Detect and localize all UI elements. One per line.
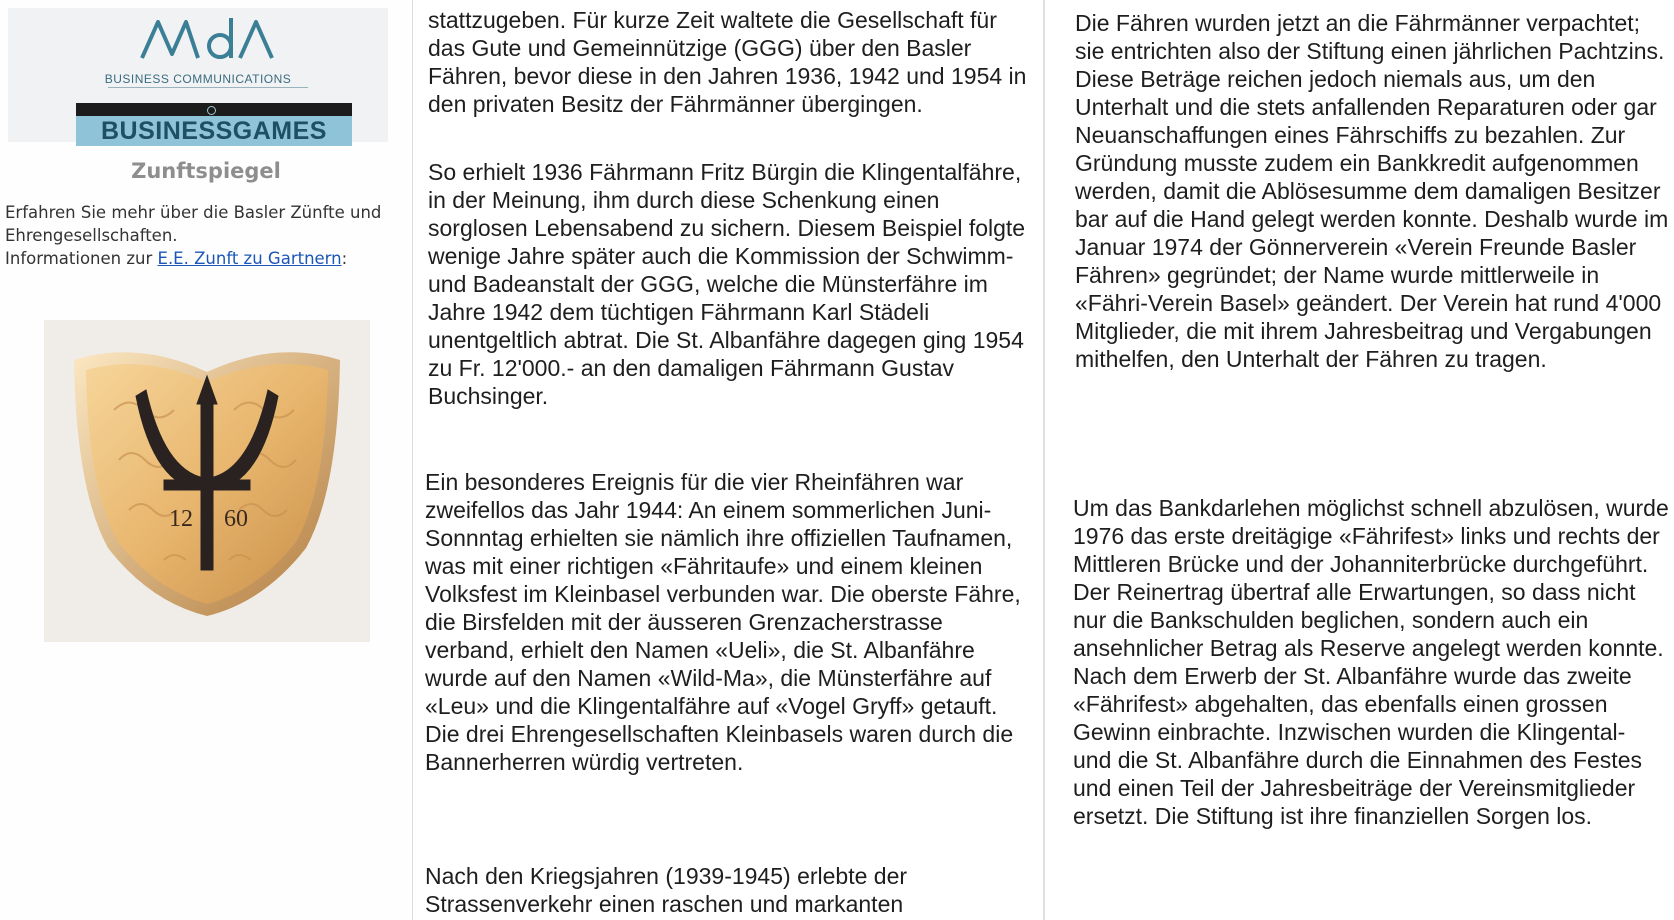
paragraph-mid-2: So erhielt 1936 Fährmann Fritz Bürgin die Klingentalfähre, in der Meinung, ihm durch diese Schenkung einen sorglosen Lebensabend zu sichern. Diesem Beispiel folgte wenige Jahre später auch die Kommission der Schwimm- und Badeanstalt der GGG, welche die Münsterfähre im Jahre 1942 dem tüchtigen Fährmann Karl Städeli unentgeltlich abtrat. Die St. Albanfähre dagegen ging 1954 zu Fr. 12'000.- an den damaligen Fährmann Gustav Buchsinger. [428, 159, 1026, 409]
mda-logo-mark [138, 14, 278, 64]
mda-logo[interactable] [8, 8, 388, 145]
guild-emblem [44, 320, 370, 642]
trident-shield-icon [44, 320, 370, 642]
guild-link[interactable]: E.E. Zunft zu Gartnern [157, 249, 342, 268]
colon: : [341, 249, 348, 268]
emblem-year-right: 60 [224, 506, 248, 532]
sidebar-title: Zunftspiegel [131, 159, 281, 183]
sidebar-intro [5, 201, 409, 270]
info-text: Informationen zur [5, 249, 158, 268]
emblem-year-left: 12 [169, 506, 193, 532]
paragraph-right-2: Um das Bankdarlehen möglichst schnell abzulösen, wurde 1976 das erste dreitägige «Fährifest» links und rechts der Mittleren Brücke und der Johanniterbrücke durchgeführt. Der Reinertrag übertraf alle Erwartungen, so dass nicht nur die Bankschulden beglichen, sondern auch ein ansehnlicher Betrag als Reserve angelegt werden konnte. Nach dem Erwerb der St. Albanfähre wurde das zweite «Fährifest» abgehalten, das ebenfalls einen grossen Gewinn einbrachte. Inzwischen wurden die Klingental- und die St. Albanfähre durch die Einnahmen des Festes und einen Teil der Jahresbeiträge der Vereinsmitglieder ersetzt. Die Stiftung ist ihre finanziellen Sorgen los. [1073, 495, 1669, 829]
intro-text: Erfahren Sie mehr über die Basler Zünfte und Ehrengesellschaften. [5, 203, 382, 245]
sidebar [0, 0, 412, 920]
article-column-middle [412, 0, 1044, 920]
paragraph-mid-3: Ein besonderes Ereignis für die vier Rheinfähren war zweifellos das Jahr 1944: An einem sommerlichen Juni-Sonnntag erhielten sie nämlich ihre offiziellen Taufnamen, was mit einer richtigen «Fähritaufe» und einem kleinen Volksfest im Kleinbasel verbunden war. Die oberste Fähre, die Birsfelden mit der äusseren Grenzacherstrasse verband, erhielt den Namen «Ueli», die St. Albanfähre wurde auf den Namen «Wild-Ma», die Münsterfähre auf «Leu» und die Klingentalfähre auf «Vogel Gryff» getauft. Die drei Ehrengesellschaften Kleinbasels waren durch die Bannerherren würdig vertreten. [425, 469, 1021, 775]
logo-subtitle: BUSINESS COMMUNICATIONS [104, 72, 292, 86]
paragraph-mid-4: Nach den Kriegsjahren (1939-1945) erlebte der Strassenverkehr einen raschen und markanten [425, 863, 908, 917]
paragraph-right-1: Die Fähren wurden jetzt an die Fährmänner verpachtet; sie entrichten also der Stiftung einen jährlichen Pachtzins. Diese Beträge reichen jedoch niemals aus, um den Unterhalt und die stets anfallenden Reparaturen oder gar Neuanschaffungen eines Fährschiffs zu bezahlen. Zur Gründung musste zudem ein Bankkredit aufgenommen werden, damit die Ablösesumme dem damaligen Besitzer bar auf die Hand gelegt werden konnte. Deshalb wurde im Januar 1974 der Gönnerverein «Verein Freunde Basler Fähren» gegründet; der Name wurde mittlerweile in «Fähri-Verein Basel» geändert. Der Verein hat rund 4'000 Mitglieder, die mit ihrem Jahresbeitrag und Vergabungen mithelfen, den Unterhalt der Fähren zu tragen. [1075, 10, 1669, 372]
logo-dot-icon [207, 106, 216, 115]
logo-divider [108, 87, 308, 88]
paragraph-mid-1: stattzugeben. Für kurze Zeit waltete die Gesellschaft für das Gute und Gemeinnützige (GGG) über den Basler Fähren, bevor diese in den Jahren 1936, 1942 und 1954 in den privaten Besitz der Fährmänner übergingen. [428, 7, 1027, 117]
article-column-right [1044, 0, 1674, 920]
logo-name: BUSINESSGAMES [76, 116, 352, 146]
